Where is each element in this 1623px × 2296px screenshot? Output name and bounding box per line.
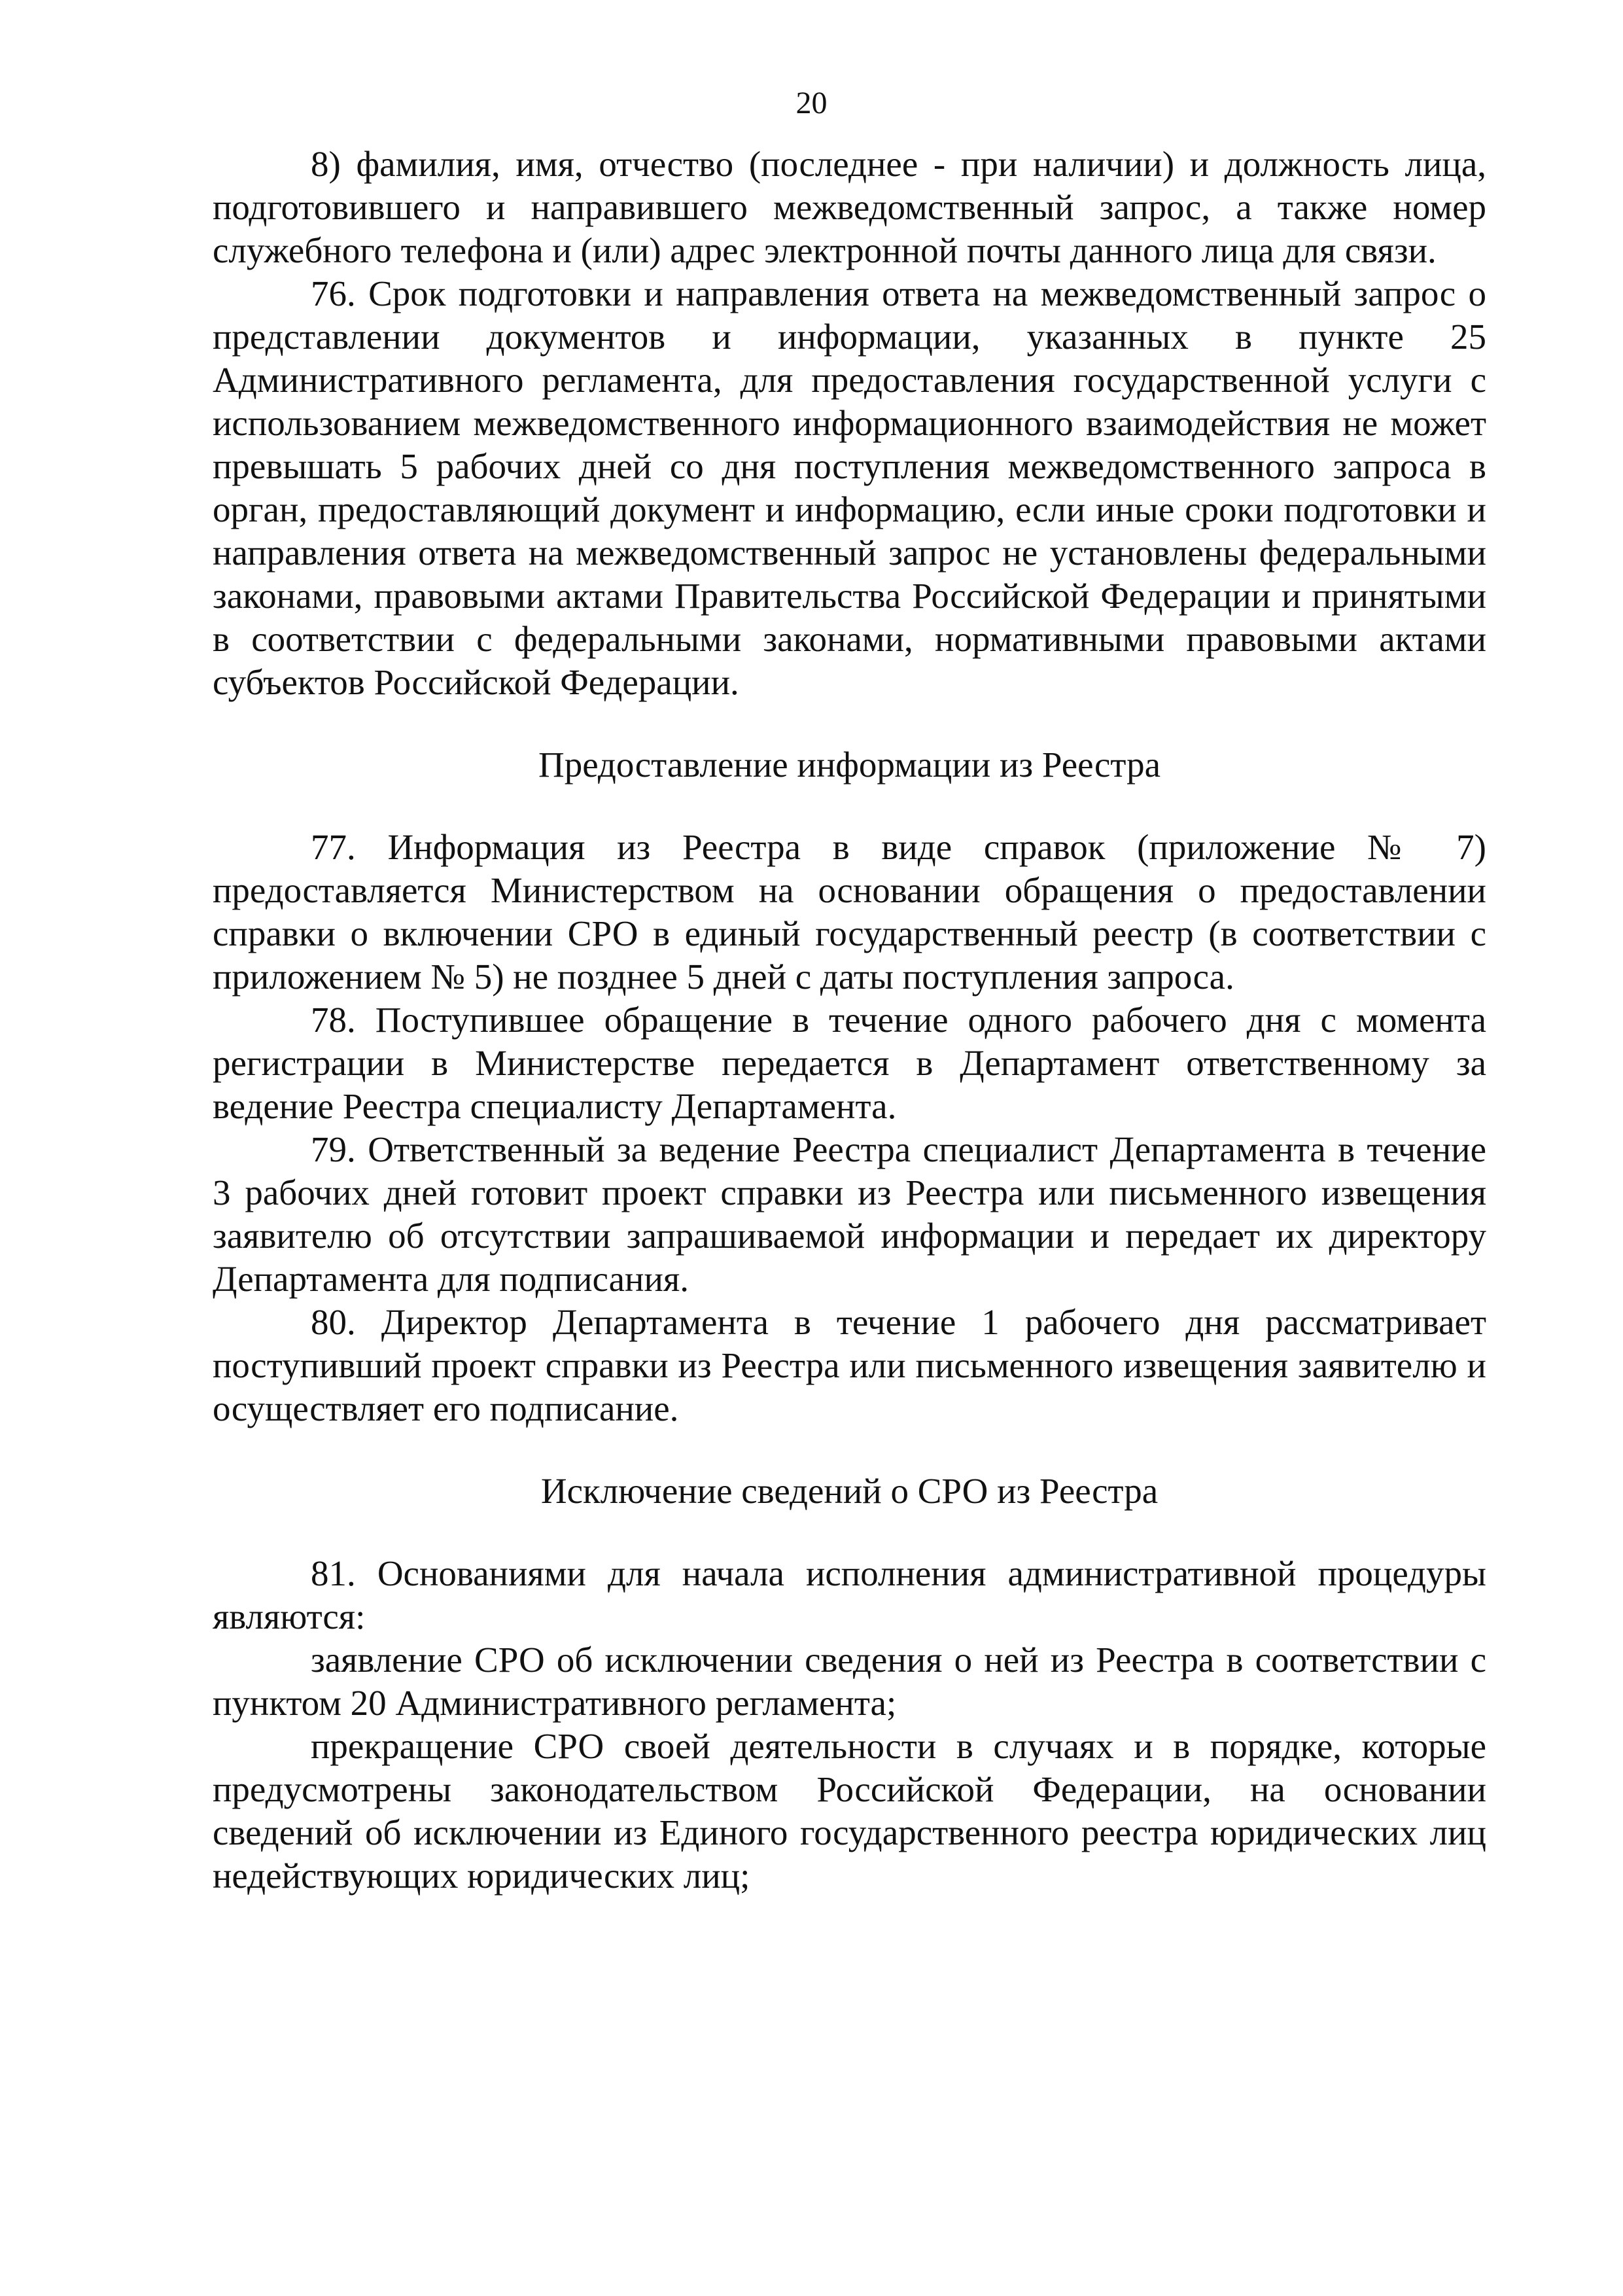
section-heading-registry-info: Предоставление информации из Реестра	[538, 745, 1161, 785]
paragraph-79: 79. Ответственный за ведение Реестра специалист Департамента в течение 3 рабочих дней готовит проект справки из Реестра или письменного извещения заявителю об отсутствии запрашиваемой информации и передает их директору Департамента для подписания.	[213, 1129, 1486, 1299]
paragraph-81-item-termination: прекращение СРО своей деятельности в случаях и в порядке, которые предусмотрены законодательством Российской Федерации, на основании сведений об исключении из Единого государственного реестра юридических лиц недействующих юридических лиц;	[213, 1726, 1486, 1896]
paragraph-item-8: 8) фамилия, имя, отчество (последнее - при наличии) и должность лица, подготовившего и направившего межведомственный запрос, а также номер служебного телефона и (или) адрес электронной почты данного лица для связи.	[213, 144, 1486, 270]
paragraph-76: 76. Срок подготовки и направления ответа на межведомственный запрос о представлении документов и информации, указанных в пункте 25 Административного регламента, для предоставления государственной услуги с использованием межведомственного информационного взаимодействия не может превышать 5 рабочих дней со дня поступления межведомственного запроса в орган, предоставляющий документ и информацию, если иные сроки подготовки и направления ответа на межведомственный запрос не установлены федеральными законами, правовыми актами Правительства Российской Федерации и принятыми в соответствии с федеральными законами, нормативными правовыми актами субъектов Российской Федерации.	[213, 274, 1486, 702]
paragraph-81-item-application: заявление СРО об исключении сведения о ней из Реестра в соответствии с пунктом 20 Административного регламента;	[213, 1640, 1486, 1723]
paragraph-78: 78. Поступившее обращение в течение одного рабочего дня с момента регистрации в Министерстве передается в Департамент ответственному за ведение Реестра специалисту Департамента.	[213, 1000, 1486, 1126]
page-number: 20	[795, 86, 828, 120]
section-heading-exclusion: Исключение сведений о СРО из Реестра	[540, 1471, 1159, 1511]
paragraph-81: 81. Основаниями для начала исполнения административной процедуры являются:	[213, 1553, 1486, 1636]
paragraph-80: 80. Директор Департамента в течение 1 рабочего дня рассматривает поступивший проект справки из Реестра или письменного извещения заявителю и осуществляет его подписание.	[213, 1302, 1486, 1428]
paragraph-77: 77. Информация из Реестра в виде справок (приложение № 7) предоставляется Министерством на основании обращения о предоставлении справки о включении СРО в единый государственный реестр (в соответствии с приложением № 5) не позднее 5 дней с даты поступления запроса.	[213, 827, 1486, 997]
document-body	[213, 143, 1486, 1898]
